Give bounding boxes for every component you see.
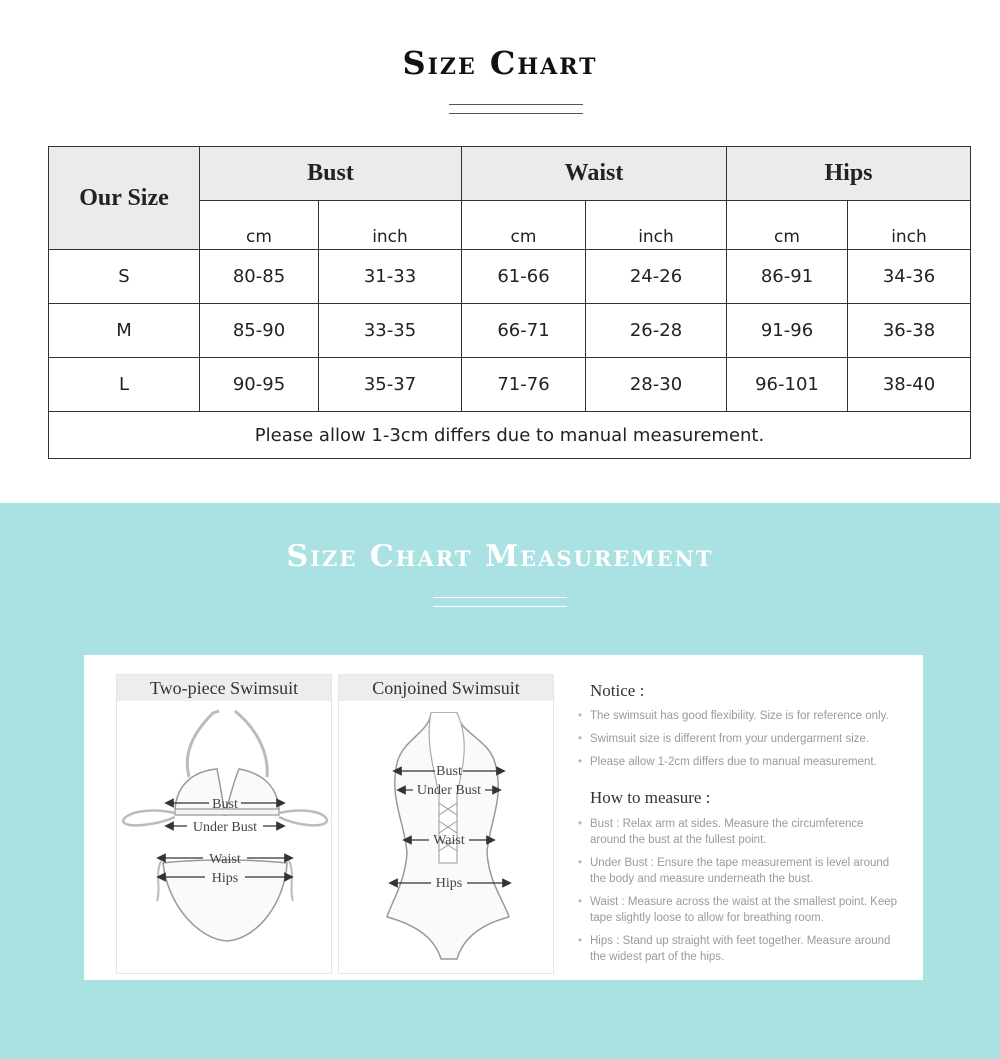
list-item: • Please allow 1-2cm differs due to manual measurement. <box>578 754 898 770</box>
table-cell: 66-71 <box>462 304 586 358</box>
measurement-title: Size Chart Measurement <box>286 539 714 574</box>
unit-header: cm <box>727 201 848 250</box>
list-item: • Bust : Relax arm at sides. Measure the circumference around the bust at the fullest point. <box>578 816 898 848</box>
table-cell: 35-37 <box>319 358 462 412</box>
table-cell: 91-96 <box>727 304 848 358</box>
unit-header: cm <box>200 201 319 250</box>
unit-header: inch <box>586 201 727 250</box>
table-cell: 96-101 <box>727 358 848 412</box>
measurement-panel <box>84 655 923 980</box>
table-cell: 31-33 <box>319 250 462 304</box>
unit-header: cm <box>462 201 586 250</box>
conjoined-swimsuit-illustration <box>339 703 553 971</box>
list-item: • Waist : Measure across the waist at the smallest point. Keep tape slightly loose to allow for breathing room. <box>578 894 898 926</box>
unit-header: inch <box>848 201 971 250</box>
table-cell: 28-30 <box>586 358 727 412</box>
size-label: M <box>49 304 200 358</box>
how-to-measure-heading: How to measure : <box>590 788 711 807</box>
table-cell: 71-76 <box>462 358 586 412</box>
two-piece-swimsuit-illustration <box>117 703 331 971</box>
table-cell: 61-66 <box>462 250 586 304</box>
waist-header: Waist <box>462 147 727 201</box>
conjoined-column <box>338 674 554 974</box>
conjoined-hips-label: Hips <box>435 876 463 891</box>
table-cell: 24-26 <box>586 250 727 304</box>
conjoined-under-bust-label: Under Bust <box>416 783 482 798</box>
notice-heading: Notice : <box>590 681 645 700</box>
title-divider-top <box>449 104 583 105</box>
list-item: • Swimsuit size is different from your undergarment size. <box>578 731 898 747</box>
size-label: S <box>49 250 200 304</box>
two-piece-heading: Two-piece Swimsuit <box>117 675 331 701</box>
how-to-measure-list <box>578 816 898 972</box>
conjoined-bust-label: Bust <box>436 764 462 779</box>
table-cell: 85-90 <box>200 304 319 358</box>
measurement-section <box>0 503 1000 1059</box>
list-item: • Hips : Stand up straight with feet together. Measure around the widest part of the hips. <box>578 933 898 965</box>
size-table <box>48 146 971 459</box>
our-size-header: Our Size <box>49 147 200 250</box>
table-cell: 36-38 <box>848 304 971 358</box>
table-cell: 80-85 <box>200 250 319 304</box>
size-chart-title: Size Chart <box>402 44 598 82</box>
two-piece-column <box>116 674 332 974</box>
hips-header: Hips <box>727 147 971 201</box>
table-cell: 26-28 <box>586 304 727 358</box>
two-piece-waist-label: Waist <box>209 852 241 867</box>
table-cell: 38-40 <box>848 358 971 412</box>
measurement-divider-top <box>433 597 567 598</box>
list-item: • The swimsuit has good flexibility. Size is for reference only. <box>578 708 898 724</box>
two-piece-bust-label: Bust <box>212 797 238 812</box>
size-label: L <box>49 358 200 412</box>
measurement-divider-bottom <box>433 606 567 607</box>
two-piece-hips-label: Hips <box>211 871 239 886</box>
table-row <box>49 304 971 358</box>
size-chart-section <box>0 0 1000 503</box>
bust-header: Bust <box>200 147 462 201</box>
notice-list <box>578 708 898 777</box>
title-divider-bottom <box>449 113 583 114</box>
list-item: • Under Bust : Ensure the tape measurement is level around the body and measure underneath the bust. <box>578 855 898 887</box>
conjoined-waist-label: Waist <box>433 833 465 848</box>
table-row <box>49 250 971 304</box>
conjoined-heading: Conjoined Swimsuit <box>339 675 553 701</box>
unit-header: inch <box>319 201 462 250</box>
table-cell: 86-91 <box>727 250 848 304</box>
measurement-note: Please allow 1-3cm differs due to manual measurement. <box>49 412 971 459</box>
table-cell: 34-36 <box>848 250 971 304</box>
table-row <box>49 358 971 412</box>
table-cell: 33-35 <box>319 304 462 358</box>
table-cell: 90-95 <box>200 358 319 412</box>
two-piece-under-bust-label: Under Bust <box>192 820 258 835</box>
